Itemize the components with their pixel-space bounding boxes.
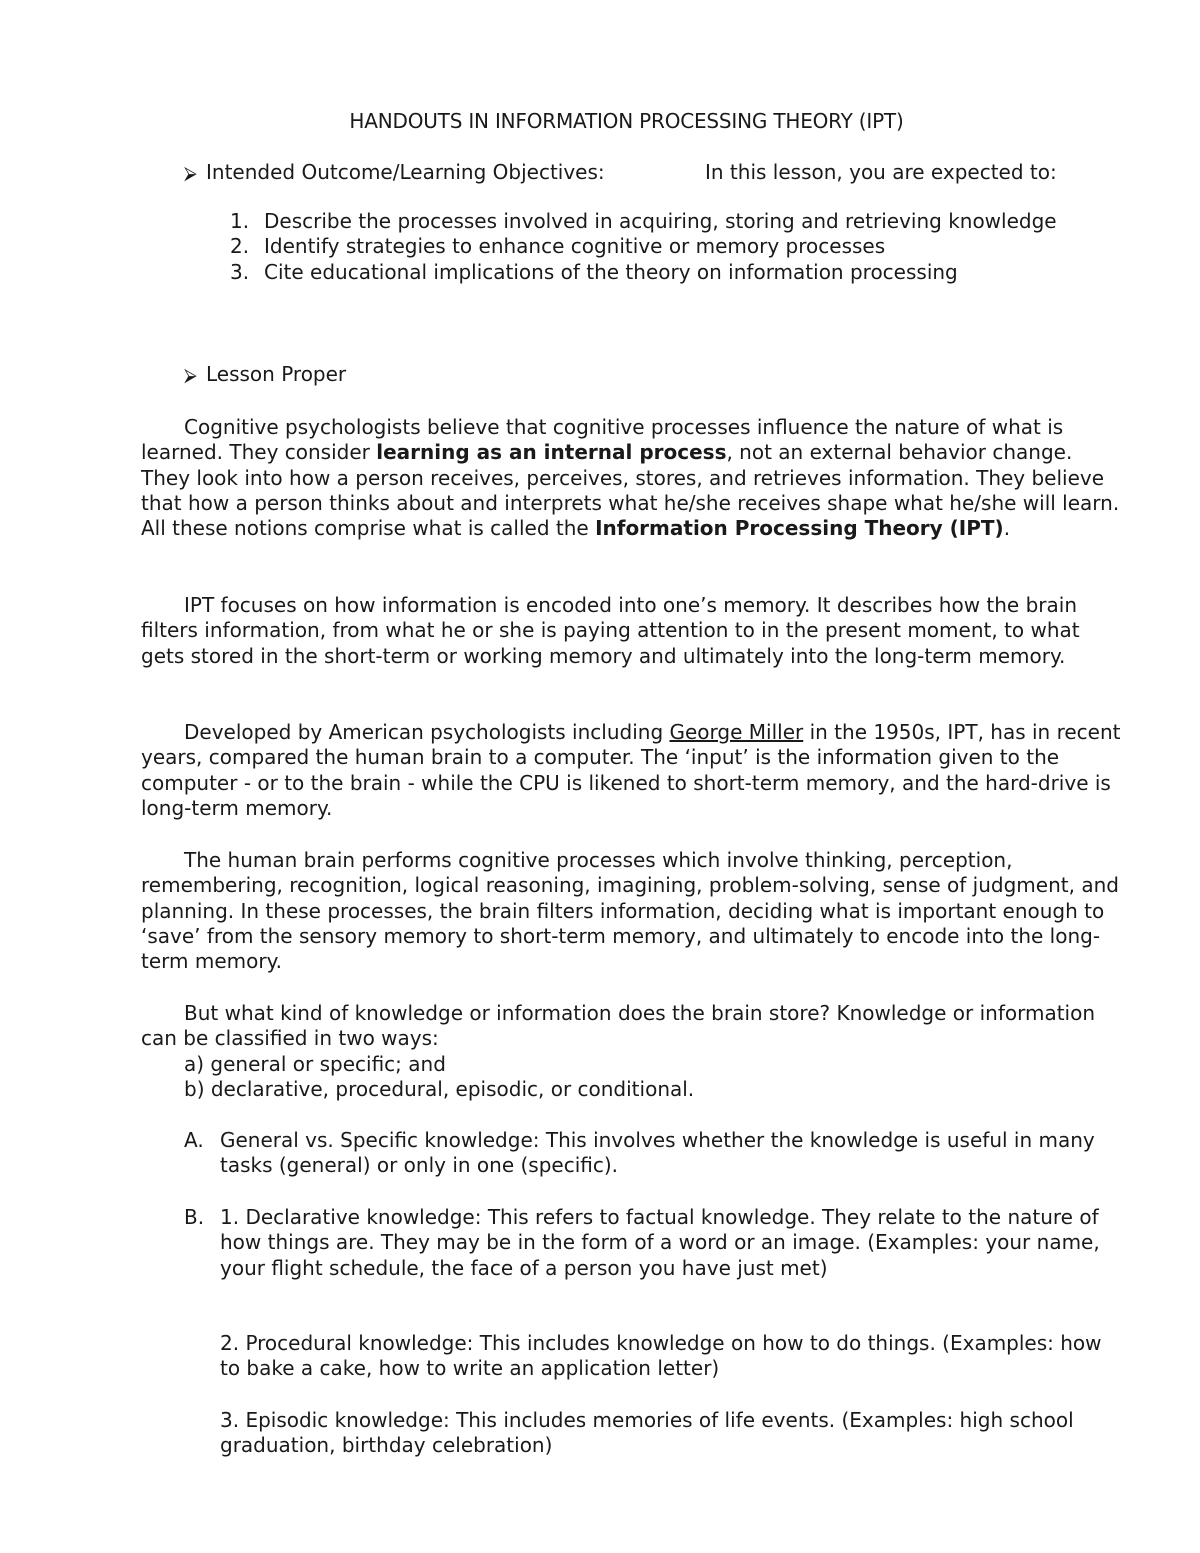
page-title: HANDOUTS IN INFORMATION PROCESSING THEORY (IPT) <box>349 109 904 133</box>
arrow-bullet-icon: ⮚ <box>184 365 197 386</box>
objectives-list <box>226 209 1066 285</box>
paragraph-intro: Cognitive psychologists believe that cognitive processes influence the nature of what is learned. They consider learning as an internal process, not an external behavior change. They look into how a person receives, perceives, stores, and retrieves information. They believe that how a person thinks about and interprets what he/she receives shape what he/she will learn. All these notions comprise what is called the Information Processing Theory (IPT). <box>141 415 1120 541</box>
lesson-heading <box>184 362 346 388</box>
list-item: 3. Cite educational implications of the theory on information processing <box>230 259 958 284</box>
paragraph-history: Developed by American psychologists including George Miller in the 1950s, IPT, has in recent years, compared the human brain to a computer. The ‘input’ is the information given to the computer - or to the brain - while the CPU is likened to short-term memory, and the hard-drive is long-term memory. <box>141 720 1121 820</box>
objectives-intro: In this lesson, you are expected to: <box>705 160 1057 184</box>
declarative-knowledge: 1. Declarative knowledge: This refers to factual knowledge. They relate to the nature of how things are. They may be in the form of a word or an image. (Examples: your name, your flight schedule, the face of a person you have just met) <box>220 1205 1100 1280</box>
arrow-bullet-icon: ⮚ <box>184 163 197 184</box>
paragraph-cognitive-processes: The human brain performs cognitive processes which involve thinking, perception, remembering, recognition, logical reasoning, imagining, problem-solving, sense of judgment, and planning. In these processes, the brain filters information, deciding what is important enough to ‘save’ from the sensory memory to short-term memory, and ultimately to encode into the long-term memory. <box>141 848 1119 974</box>
classification-a: a) general or specific; and <box>184 1052 446 1076</box>
classification-b: b) declarative, procedural, episodic, or conditional. <box>184 1077 695 1101</box>
list-item: 2. Identify strategies to enhance cognitive or memory processes <box>230 234 886 259</box>
episodic-knowledge: 3. Episodic knowledge: This includes memories of life events. (Examples: high school graduation, birthday celebration) <box>220 1408 1074 1458</box>
procedural-knowledge: 2. Procedural knowledge: This includes knowledge on how to do things. (Examples: how to bake a cake, how to write an application letter) <box>220 1331 1102 1381</box>
bold-term: Information Processing Theory (IPT) <box>595 516 1004 541</box>
paragraph-knowledge-question: But what kind of knowledge or information does the brain store? Knowledge or information can be classified in two ways: <box>141 1001 1096 1051</box>
objectives-label: Intended Outcome/Learning Objectives: <box>206 160 605 184</box>
george-miller-link[interactable]: George Miller <box>669 720 804 744</box>
section-a: A. General vs. Specific knowledge: This involves whether the knowledge is useful in many tasks (general) or only in one (specific). <box>184 1128 1095 1178</box>
paragraph-ipt-focus: IPT focuses on how information is encoded into one’s memory. It describes how the brain filters information, from what he or she is paying attention to in the present moment, to what gets stored in the short-term or working memory and ultimately into the long-term memory. <box>141 593 1080 668</box>
section-b: B. 1. Declarative knowledge: This refers to factual knowledge. They relate to the nature of how things are. They may be in the form of a word or an image. (Examples: your name, your flight schedule, the face of a person you have just met) <box>184 1205 1114 1281</box>
lesson-label: Lesson Proper <box>206 362 347 386</box>
bold-phrase: learning as an internal process <box>376 440 727 465</box>
objectives-heading <box>184 160 605 186</box>
list-item: 1. Describe the processes involved in acquiring, storing and retrieving knowledge <box>230 209 1057 233</box>
